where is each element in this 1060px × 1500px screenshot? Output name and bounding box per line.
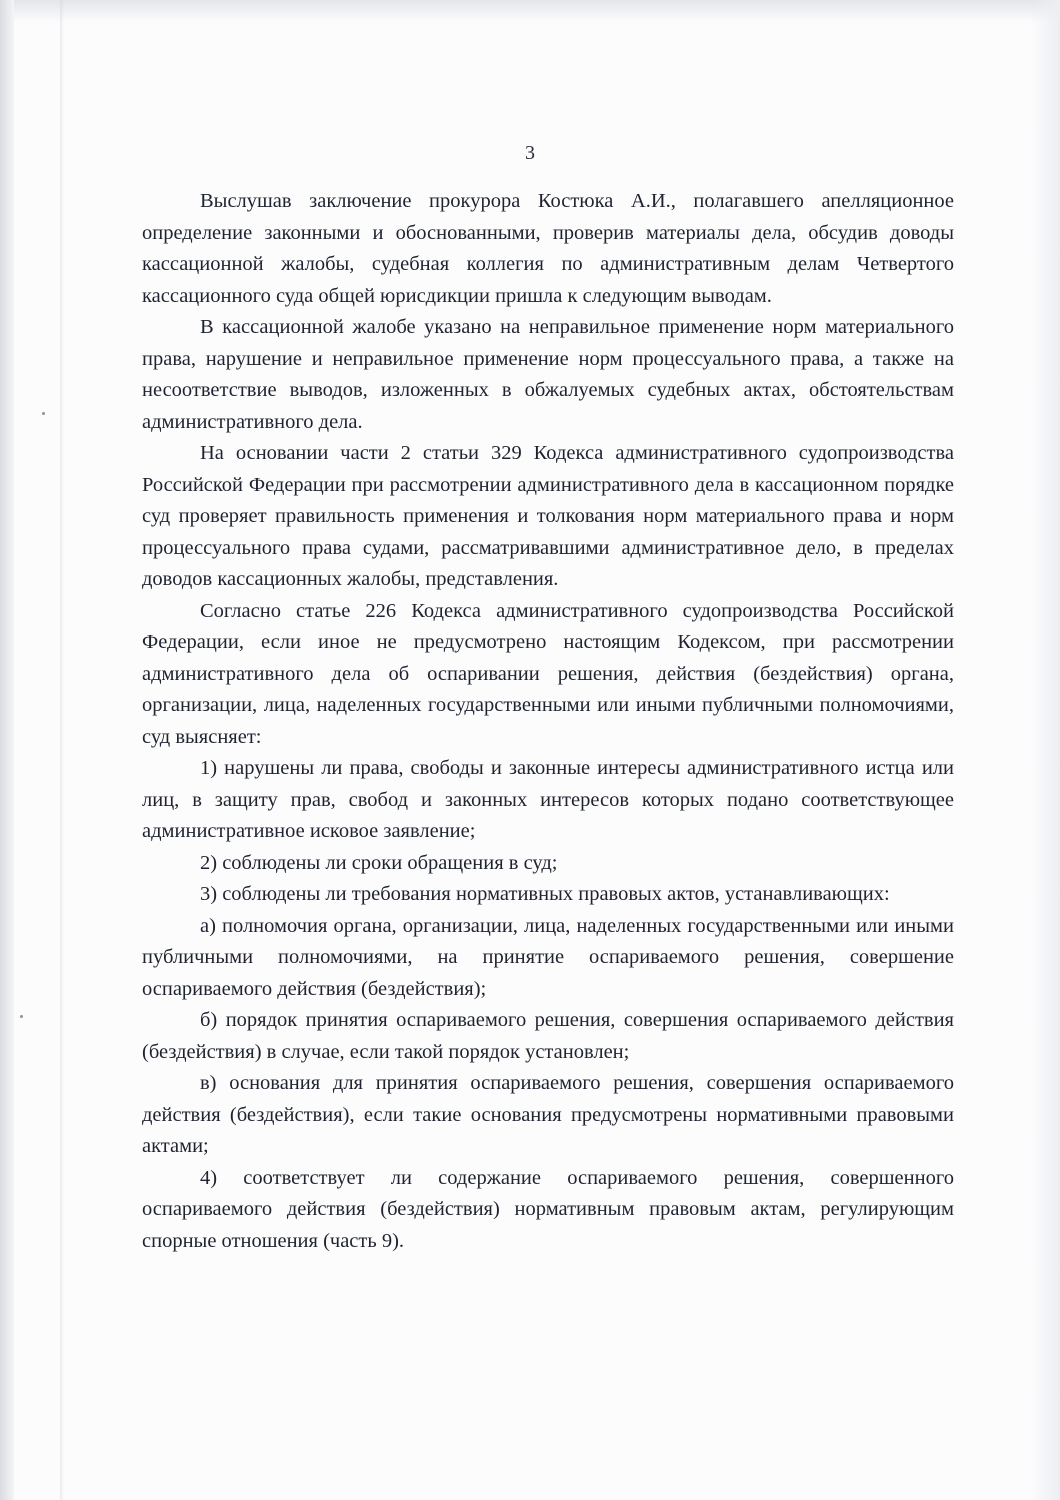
list-item-4: 4) соответствует ли содержание оспариваемого решения, совершенного оспариваемого действия (бездействия) нормативным правовым актам, регулирующим спорные отношения (часть 9). bbox=[142, 1166, 954, 1252]
list-item-3c: в) основания для принятия оспариваемого решения, совершения оспариваемого действия (бездействия), если такие основания предусмотрены нормативными правовыми актами; bbox=[142, 1072, 954, 1157]
list-item-2: 2) соблюдены ли сроки обращения в суд; bbox=[200, 851, 558, 874]
document-body bbox=[142, 186, 954, 1257]
list-item-3a: а) полномочия органа, организации, лица, наделенных государственными или иными публичными полномочиями, на принятие оспариваемого решения, совершение оспариваемого действия (бездействия); bbox=[142, 914, 954, 1000]
list-item-1: 1) нарушены ли права, свободы и законные интересы административного истца или лиц, в защиту прав, свобод и законных интересов которых подано соответствующее административное исковое заявление; bbox=[142, 757, 954, 842]
paragraph-article-226: Согласно статье 226 Кодекса административного судопроизводства Российской Федерации, если иное не предусмотрено настоящим Кодексом, при рассмотрении административного дела об оспаривании решения, действия (бездействия) органа, организации, лица, наделенных государственными или иными публичными полномочиями, суд выясняет: bbox=[142, 599, 954, 748]
scan-edge-left bbox=[0, 0, 14, 1500]
scan-speck bbox=[20, 1015, 23, 1018]
list-item-3: 3) соблюдены ли требования нормативных правовых актов, устанавливающих: bbox=[200, 883, 890, 905]
list-item-3b: б) порядок принятия оспариваемого решения, совершения оспариваемого действия (бездействия) в случае, если такой порядок установлен; bbox=[142, 1009, 954, 1063]
scan-edge-top bbox=[0, 0, 1060, 22]
page-number: 3 bbox=[525, 142, 535, 164]
scan-edge-right bbox=[1030, 0, 1060, 1500]
scan-speck bbox=[42, 412, 45, 415]
paragraph-cassation-complaint: В кассационной жалобе указано на неправильное применение норм материального права, нарушение и неправильное применение норм процессуального права, а также на несоответствие выводов, изложенных в обжалуемых судебных актах, обстоятельствам административного дела. bbox=[142, 316, 954, 433]
paragraph-article-329: На основании части 2 статьи 329 Кодекса административного судопроизводства Российской Федерации при рассмотрении административного дела в кассационном порядке суд проверяет правильность применения и толкования норм материального права и норм процессуального права судами, рассматривавшими административное дело, в пределах доводов кассационных жалобы, представления. bbox=[142, 442, 954, 590]
paragraph-prosecutor-conclusion: Выслушав заключение прокурора Костюка А.И., полагавшего апелляционное определение законными и обоснованными, проверив материалы дела, обсудив доводы кассационной жалобы, судебная коллегия по административным делам Четвертого кассационного суда общей юрисдикции пришла к следующим выводам. bbox=[142, 190, 954, 307]
scan-fold-shadow bbox=[60, 0, 64, 1500]
